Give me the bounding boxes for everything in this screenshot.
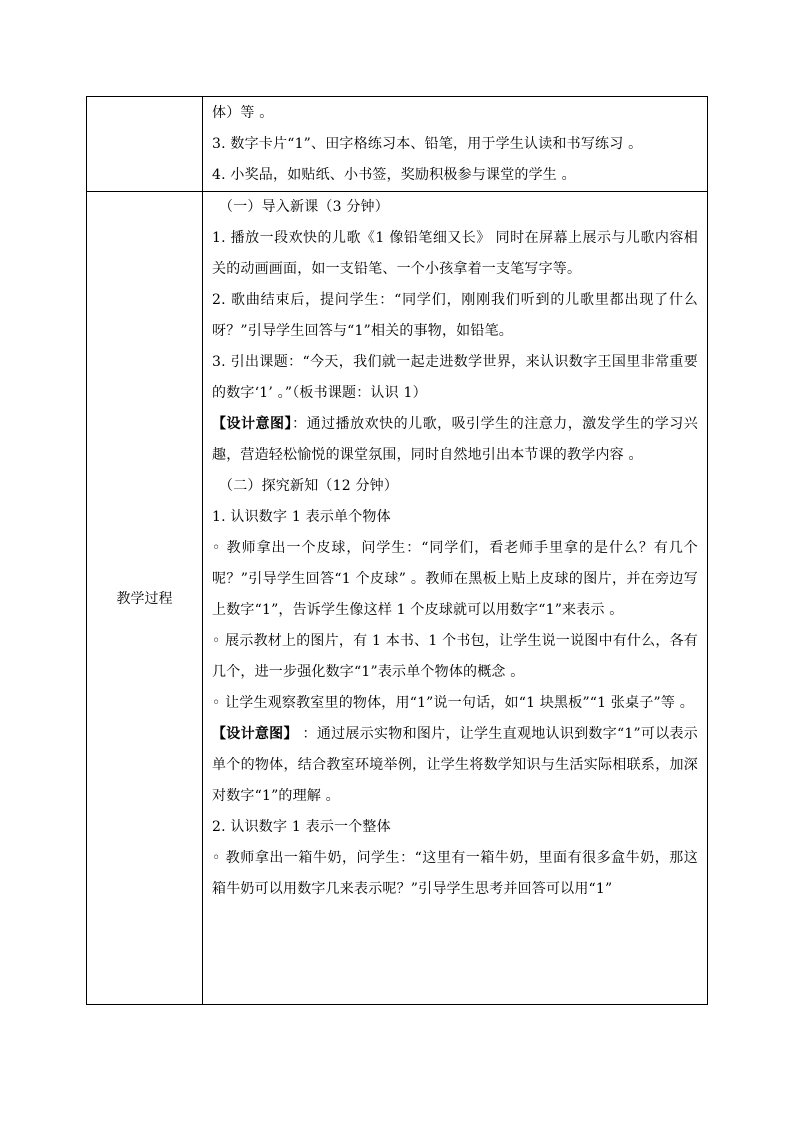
design-intent-text: ：通过展示实物和图片，让学生直观地认识到数字“1”可以表示单个的物体，结合教室环境举例，让学生将数学知识与生活实际相联系，加深对数字“1”的理解 。 [212,726,699,804]
materials-line-2: 3. 数字卡片“1”、田字格练习本、铅笔，用于学生认读和书写练习 。 [212,136,643,152]
explore-bullet-ball: ◦ 教师拿出一个皮球，问学生：“同学们，看老师手里拿的是什么？有几个呢？”引导学生回答“1 个皮球” 。教师在黑板上贴上皮球的图片，并在旁边写上数字“1”，告诉学生像这样 1 个皮球就可以用数字“1”来表示 。 [212,540,698,618]
lesson-plan-table [86,96,708,1005]
design-intent-intro [212,409,698,471]
materials-line-3: 4. 小奖品，如贴纸、小书签，奖励积极参与课堂的学生 。 [212,167,576,183]
row-label-teaching-process: 教学过程 [87,192,203,1005]
process-content [203,192,708,1005]
explore-topic-2: 2. 认识数字 1 表示一个整体 [212,819,391,835]
explore-bullet-milk: ◦ 教师拿出一箱牛奶，问学生：“这里有一箱牛奶，里面有很多盒牛奶，那这箱牛奶可以用数字几来表示呢？”引导学生思考并回答可以用“1” [212,850,698,897]
design-intent-explore [212,719,698,812]
materials-line-1: 体）等 。 [212,105,274,121]
design-intent-text: ：通过播放欢快的儿歌，吸引学生的注意力，激发学生的学习兴趣，营造轻松愉悦的课堂氛围，同时自然地引出本节课的教学内容 。 [212,416,698,463]
intro-step-1: 1. 播放一段欢快的儿歌《1 像铅笔细又长》 同时在屏幕上展示与儿歌内容相关的动画画面，如一支铅笔、一个小孩拿着一支笔写字等。 [212,230,698,277]
materials-content [203,97,708,192]
intro-step-2: 2. 歌曲结束后，提问学生：“同学们，刚刚我们听到的儿歌里都出现了什么呀？”引导学生回答与“1”相关的事物，如铅笔。 [212,292,698,339]
section-heading-explore: （二）探究新知（12 分钟） [219,478,399,494]
table-row-process [87,192,708,1005]
design-intent-label: 【设计意图】 [212,726,298,742]
explore-topic-1: 1. 认识数字 1 表示单个物体 [212,509,391,525]
row-label-materials [87,97,203,192]
explore-bullet-classroom: ◦ 让学生观察教室里的物体，用“1”说一句话，如“1 块黑板”“1 张桌子”等 。 [212,695,694,711]
table-row-materials [87,97,708,192]
section-heading-intro: （一）导入新课（3 分钟） [219,199,389,215]
intro-step-3: 3. 引出课题：“今天，我们就一起走进数学世界，来认识数字王国里非常重要的数字‘1’ 。”（板书课题：认识 1） [212,354,698,401]
design-intent-label: 【设计意图】 [212,416,293,432]
explore-bullet-textbook: ◦ 展示教材上的图片，有 1 本书、1 个书包，让学生说一说图中有什么，各有几个，进一步强化数字“1”表示单个物体的概念 。 [212,633,698,680]
